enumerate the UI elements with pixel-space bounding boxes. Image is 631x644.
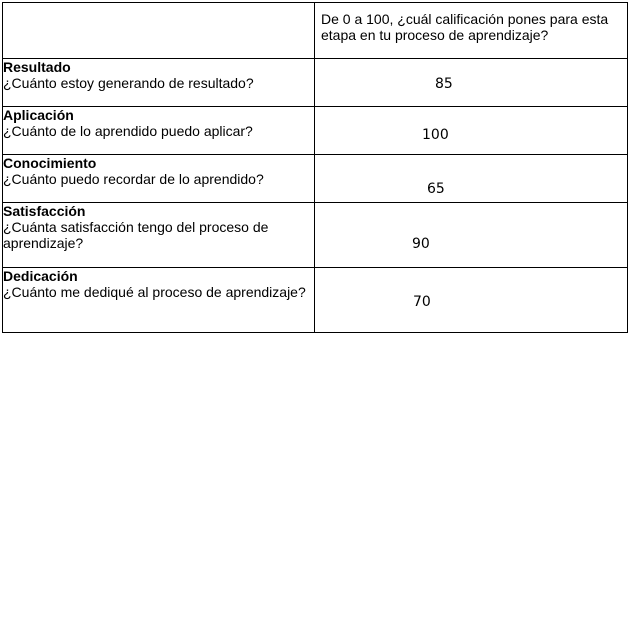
- score-value: 65: [427, 181, 445, 197]
- category-cell: [3, 268, 315, 333]
- score-cell: [315, 107, 628, 155]
- score-cell: [315, 59, 628, 107]
- score-value: 70: [413, 294, 431, 310]
- category-question: ¿Cuánto puedo recordar de lo aprendido?: [3, 171, 264, 187]
- table-row-satisfaccion: [3, 203, 628, 268]
- table-row-conocimiento: [3, 155, 628, 203]
- score-value: 85: [435, 76, 453, 92]
- category-cell: [3, 107, 315, 155]
- category-title: Resultado: [3, 59, 71, 75]
- category-cell: [3, 203, 315, 268]
- category-cell: [3, 155, 315, 203]
- header-empty-cell: [3, 3, 315, 59]
- evaluation-table: [2, 2, 628, 333]
- score-cell: [315, 268, 628, 333]
- category-question: ¿Cuánto estoy generando de resultado?: [3, 75, 254, 91]
- score-cell: [315, 203, 628, 268]
- category-title: Conocimiento: [3, 155, 97, 171]
- score-value: 90: [412, 236, 430, 252]
- header-row: [3, 3, 628, 59]
- category-question: ¿Cuánta satisfacción tengo del proceso de aprendizaje?: [3, 219, 269, 251]
- table-row-resultado: [3, 59, 628, 107]
- category-title: Dedicación: [3, 268, 78, 284]
- table-row-aplicacion: [3, 107, 628, 155]
- score-cell: [315, 155, 628, 203]
- score-value: 100: [422, 127, 449, 143]
- category-question: ¿Cuánto me dediqué al proceso de aprendizaje?: [3, 284, 306, 300]
- category-question: ¿Cuánto de lo aprendido puedo aplicar?: [3, 123, 253, 139]
- header-question-cell: De 0 a 100, ¿cuál calificación pones para esta etapa en tu proceso de aprendizaje?: [315, 3, 628, 59]
- table-row-dedicacion: [3, 268, 628, 333]
- category-title: Aplicación: [3, 107, 74, 123]
- category-cell: [3, 59, 315, 107]
- category-title: Satisfacción: [3, 203, 86, 219]
